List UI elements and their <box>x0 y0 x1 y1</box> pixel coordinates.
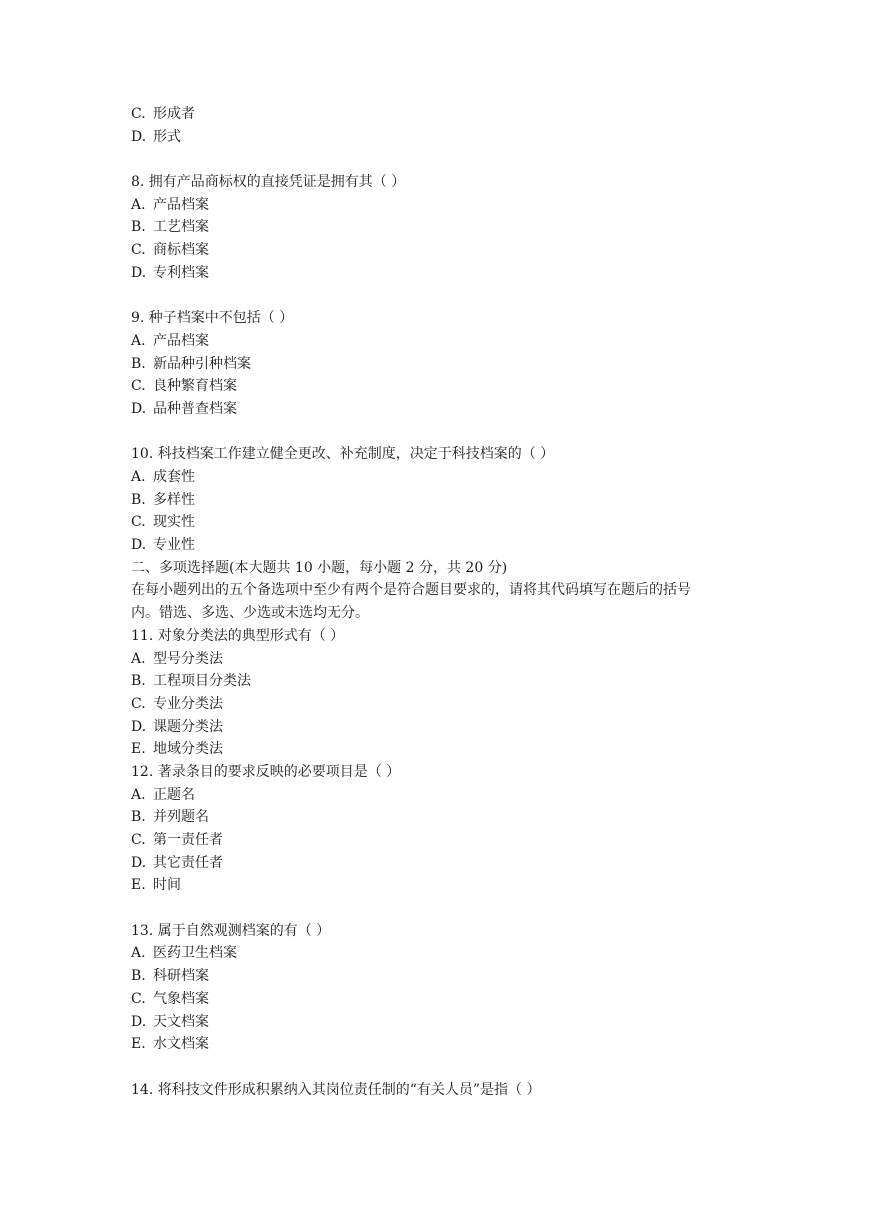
option-q12-e: E. 时间 <box>131 877 181 894</box>
option-q9-b: B. 新品种引种档案 <box>131 355 251 372</box>
option-q10-d: D. 专业性 <box>131 537 195 554</box>
option-q8-a: A. 产品档案 <box>131 196 209 213</box>
option-q11-d: D. 课题分类法 <box>131 718 223 735</box>
spacer <box>131 1056 751 1079</box>
option-q7-c: C. 形成者 <box>131 106 195 122</box>
option-q10-c: C. 现实性 <box>131 514 195 531</box>
exam-page <box>131 103 751 1101</box>
option-q9-d: D. 品种普查档案 <box>131 400 237 417</box>
option-q9-c: C. 良种繁育档案 <box>131 378 237 395</box>
question-11-stem: 11. 对象分类法的典型形式有（ ） <box>131 627 345 644</box>
option-q9-a: A. 产品档案 <box>131 332 209 349</box>
spacer <box>131 285 751 308</box>
option-q10-b: B. 多样性 <box>131 491 195 508</box>
spacer <box>131 148 751 171</box>
option-q12-c: C. 第一责任者 <box>131 832 223 848</box>
question-12-stem: 12. 著录条目的要求反映的必要项目是（ ） <box>131 763 401 780</box>
option-q11-b: B. 工程项目分类法 <box>131 673 251 690</box>
option-q12-d: D. 其它责任者 <box>131 854 223 871</box>
spacer <box>131 421 751 444</box>
option-q8-c: C. 商标档案 <box>131 242 209 259</box>
option-q10-a: A. 成套性 <box>131 469 195 485</box>
option-q11-e: E. 地域分类法 <box>131 741 223 758</box>
option-q13-d: D. 天文档案 <box>131 1013 209 1030</box>
question-13-stem: 13. 属于自然观测档案的有（ ） <box>131 922 331 939</box>
option-q8-d: D. 专利档案 <box>131 264 209 281</box>
section-2-heading: 二、多项选择题(本大题共 10 小题，每小题 2 分，共 20 分) <box>131 559 508 576</box>
question-9-stem: 9. 种子档案中不包括（ ） <box>131 310 294 327</box>
spacer <box>131 897 751 920</box>
option-q13-a: A. 医药卫生档案 <box>131 945 237 962</box>
section-2-instruction-2: 内。错选、多选、少选或未选均无分。 <box>131 605 369 622</box>
option-q11-c: C. 专业分类法 <box>131 695 223 712</box>
option-q12-b: B. 并列题名 <box>131 809 209 826</box>
option-q11-a: A. 型号分类法 <box>131 650 223 667</box>
option-q13-b: B. 科研档案 <box>131 968 209 985</box>
option-q12-a: A. 正题名 <box>131 786 195 803</box>
option-q7-d: D. 形式 <box>131 128 181 145</box>
option-q13-e: E. 水文档案 <box>131 1036 209 1053</box>
option-q8-b: B. 工艺档案 <box>131 219 209 236</box>
question-10-stem: 10. 科技档案工作建立健全更改、补充制度，决定于科技档案的（ ） <box>131 446 555 463</box>
section-2-instruction-1: 在每小题列出的五个备选项中至少有两个是符合题目要求的，请将其代码填写在题后的括号 <box>131 582 691 599</box>
option-q13-c: C. 气象档案 <box>131 990 209 1007</box>
question-14-stem: 14. 将科技文件形成积累纳入其岗位责任制的“有关人员”是指（ ） <box>131 1081 541 1098</box>
question-8-stem: 8. 拥有产品商标权的直接凭证是拥有其（ ） <box>131 174 406 191</box>
